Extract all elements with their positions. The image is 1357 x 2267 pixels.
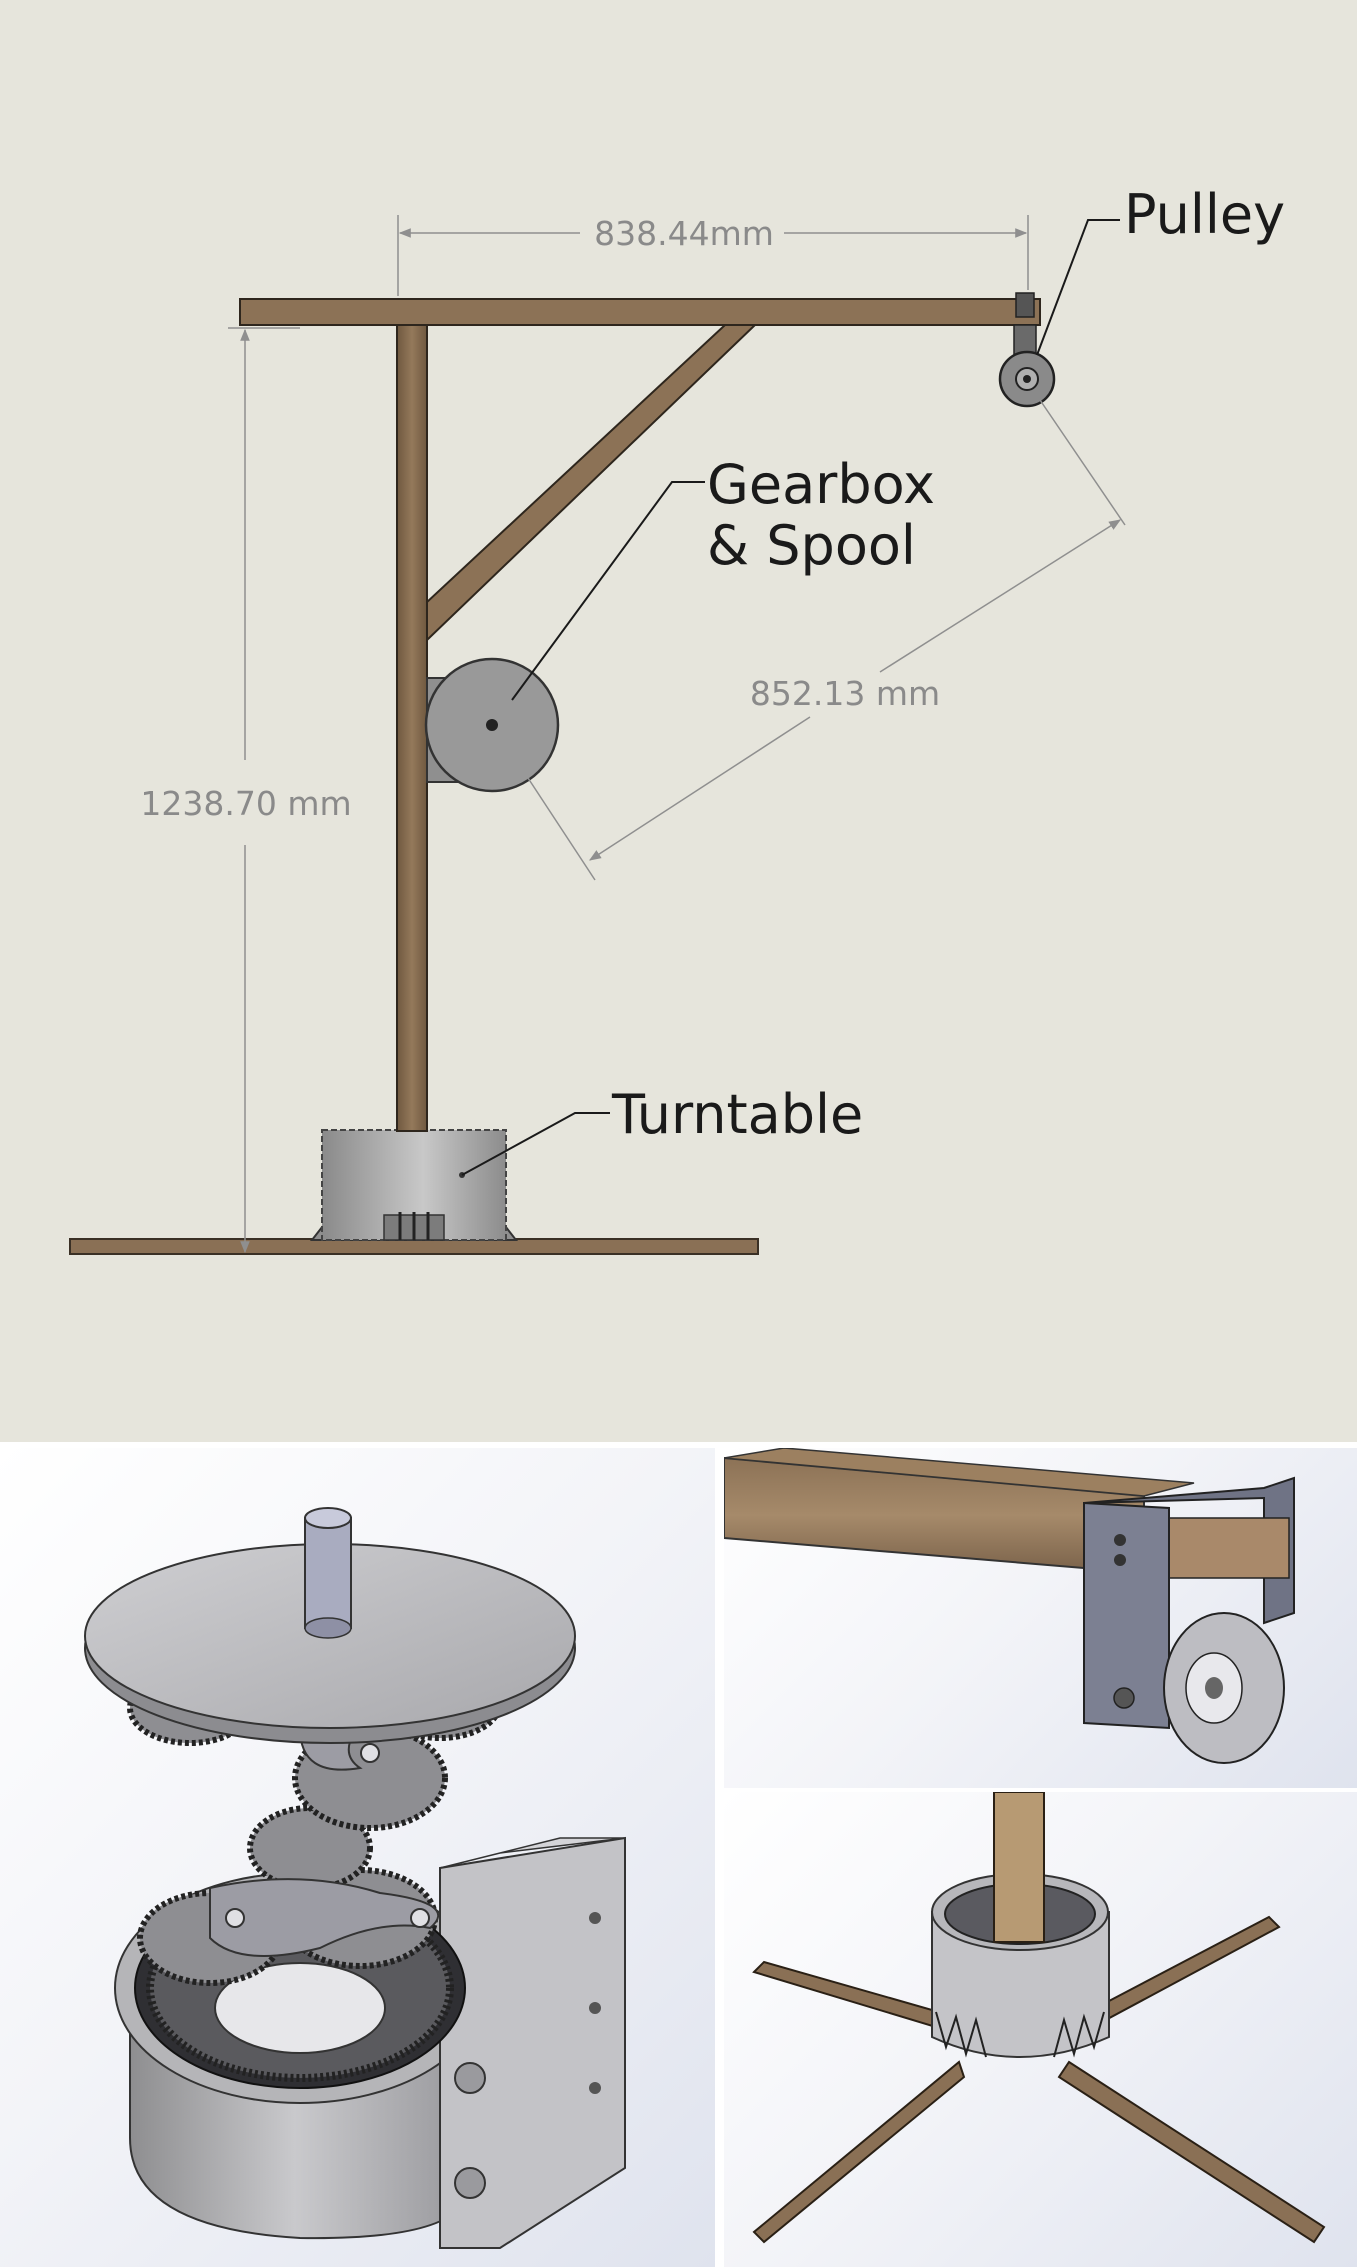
dimension-horizontal-label: 838.44mm	[594, 214, 774, 253]
top-beam	[240, 299, 1040, 325]
dimension-vertical-label: 1238.70 mm	[140, 784, 352, 823]
label-turntable: Turntable	[612, 1083, 864, 1146]
label-gearbox: Gearbox	[707, 453, 935, 516]
pulley-render-panel	[724, 1448, 1357, 1788]
base-board	[70, 1239, 758, 1254]
mast-render	[994, 1792, 1044, 1942]
pulley-render	[724, 1448, 1357, 1788]
base-render-panel	[724, 1792, 1357, 2267]
pulley-bracket	[1084, 1478, 1294, 1763]
gearbox-render	[0, 1448, 715, 2267]
base-render	[724, 1792, 1357, 2267]
label-pulley: Pulley	[1124, 183, 1286, 246]
gearbox-spool-part	[426, 659, 558, 791]
gearbox-render-panel	[0, 1448, 715, 2267]
mast	[397, 311, 427, 1131]
label-spool: & Spool	[707, 514, 916, 577]
top-plate	[85, 1508, 575, 1743]
turntable-part	[312, 1130, 516, 1240]
dimension-diagonal-label: 852.13 mm	[749, 674, 941, 713]
